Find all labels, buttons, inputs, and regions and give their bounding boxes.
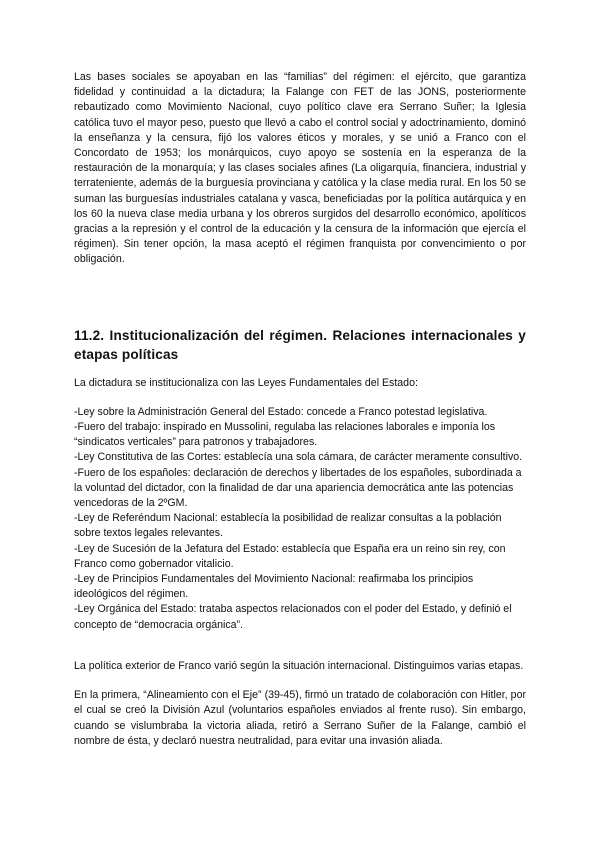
paragraph-first-stage: En la primera, “Alineamiento con el Eje” (39-45), firmó un tratado de colaboración con Hitler, por el cual se creó la División Azul (voluntarios españoles enviados al frente ruso). Sin embargo, cuando se vislumbraba la victoria aliada, retiró a Serrano Suñer de la Falange, cambió el nombre de ésta, y declaró nuestra neutralidad, para evitar una invasión aliada. [74,689,526,747]
law-item: -Ley de Sucesión de la Jefatura del Estado: establecía que España era un reino sin rey, con Franco como gobernador vitalicio. [74,542,506,570]
laws-list [74,405,526,633]
law-item: -Fuero del trabajo: inspirado en Mussolini, regulaba las relaciones laborales e imponía los “sindicatos verticales” para patronos y trabajadores. [74,421,496,449]
document-page [74,70,526,749]
law-item: -Ley sobre la Administración General del Estado: concede a Franco potestad legislativa. [74,405,488,418]
paragraph-foreign-policy: La política exterior de Franco varió según la situación internacional. Distinguimos varias etapas. [74,659,524,672]
law-item: -Ley Constitutiva de las Cortes: establecía una sola cámara, de carácter meramente consultivo. [74,451,523,464]
paragraph-social-bases: Las bases sociales se apoyaban en las “familias” del régimen: el ejército, que garantiza fidelidad y continuidad a la dictadura; la Falange con FET de las JONS, posteriormente rebautizado como Movimiento Nacional, cuyo político clave era Serrano Suñer; la Iglesia católica tuvo el mayor peso, puesto que llevó a cabo el control social y adoctrinamiento, dominó la enseñanza y la censura, fijó los valores éticos y morales, y se unió a Franco con el Concordato de 1953; los monárquicos, cuyo apoyo se sostenía en la esperanza de la restauración de la monarquía; y las clases sociales afines (La oligarquía, financiera, industrial y terrateniente, además de la burguesía provinciana y católica y la clase media rural. En los 50 se suman las burguesías industriales catalana y vasca, beneficiadas por la política autárquica y en los 60 la nueva clase media urbana y los obreros surgidos del desarrollo económico, apolíticos gracias a la represión y el control de la educación y la censura de la información que ejercía el régimen). Sin tener opción, la masa aceptó el régimen franquista por convencimiento o por obligación. [74,71,526,266]
section-heading: 11.2. Institucionalización del régimen. Relaciones internacionales y etapas políticas [74,327,526,362]
law-item: -Ley de Referéndum Nacional: establecía la posibilidad de realizar consultas a la población sobre textos legales relevantes. [74,512,502,540]
law-item: -Ley Orgánica del Estado: trataba aspectos relacionados con el poder del Estado, y definió el concepto de “democracia orgánica”. [74,603,512,631]
law-item: -Ley de Principios Fundamentales del Movimiento Nacional: reafirmaba los principios ideológicos del régimen. [74,573,474,601]
law-item: -Fuero de los españoles: declaración de derechos y libertades de los españoles, subordinada a la voluntad del dictador, con la finalidad de dar una apariencia democrática ante las potencias vencedoras de la 2ºGM. [74,466,522,510]
paragraph-intro: La dictadura se institucionaliza con las Leyes Fundamentales del Estado: [74,376,418,389]
